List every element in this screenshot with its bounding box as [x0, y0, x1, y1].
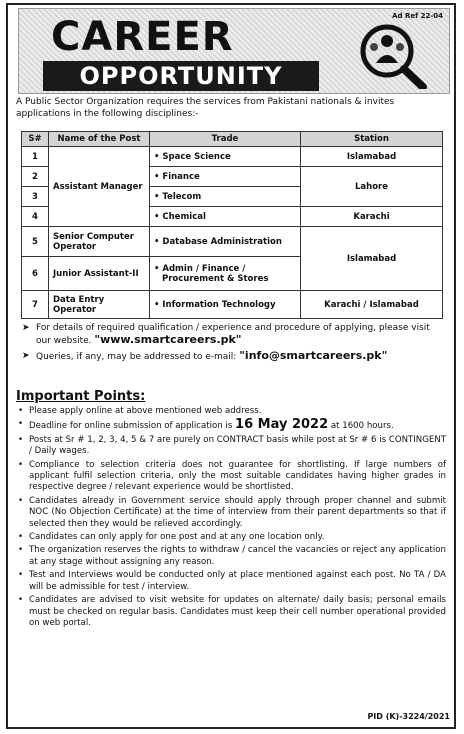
point-text: Candidates already in Government service should apply through proper channel and submit NOC (No Objection Certificate) at the time of interview from their parent departments so that if selected then they would be relieved accordingly. — [29, 495, 446, 529]
header-sno: S# — [22, 132, 49, 147]
bullet-icon: ➤ — [22, 323, 30, 333]
point-text: Candidates are advised to visit website for updates on alternate/ daily basis; personal emails must be checked on regular basis. Candidates must keep their cell number operational provided on web portal. — [29, 595, 446, 628]
row-sno: 3 — [22, 187, 49, 207]
post-data-entry-operator — [49, 291, 150, 319]
post-name-line: Data Entry — [53, 294, 105, 305]
bullet-icon: • — [18, 545, 24, 556]
row-trade: • Telecom — [150, 187, 301, 207]
queries-text: Queries, if any, may be addressed to e-mail: — [36, 352, 237, 362]
point-text: Test and Interviews would be conducted only at place mentioned against each post. No TA / DA will be admissible for test / interview. — [29, 570, 446, 592]
bullet-icon: ➤ — [22, 351, 30, 361]
point-text: at 1600 hours. — [330, 421, 394, 432]
table-row — [22, 291, 443, 319]
deadline-date: 16 May 2022 — [235, 417, 329, 433]
title-career: CAREER — [51, 14, 234, 60]
row-sno: 7 — [22, 291, 49, 319]
row-sno: 6 — [22, 257, 49, 291]
bullet-icon: • — [18, 532, 24, 543]
point-text: Posts at Sr # 1, 2, 3, 4, 5 & 7 are purely on CONTRACT basis while post at Sr # 6 is CONTINGENT / Daily wages. — [29, 434, 446, 457]
post-name-line: Senior Computer — [53, 231, 134, 242]
list-item — [16, 595, 446, 629]
row-sno: 4 — [22, 207, 49, 227]
trade-line: Procurement & Stores — [162, 273, 269, 284]
station-karachi: Karachi — [301, 207, 443, 227]
table-header-row — [22, 132, 443, 147]
vacancies-table — [21, 131, 443, 319]
row-sno: 5 — [22, 227, 49, 257]
station-islamabad: Islamabad — [301, 227, 443, 291]
row-trade: • Space Science — [150, 147, 301, 167]
trade-line: • Admin / Finance / — [154, 263, 246, 274]
header-trade: Trade — [150, 132, 301, 147]
post-junior-assistant: Junior Assistant-II — [49, 257, 150, 291]
intro-text: A Public Sector Organization requires the services from Pakistani nationals & invites applications in the following disciplines:- — [16, 97, 395, 119]
website-link[interactable]: "www.smartcareers.pk" — [94, 333, 242, 346]
email-link[interactable]: "info@smartcareers.pk" — [239, 349, 388, 362]
bullet-icon: • — [18, 595, 24, 606]
row-sno: 2 — [22, 167, 49, 187]
magnifier-people-icon — [357, 21, 427, 89]
queries-note — [20, 350, 446, 363]
post-name-line: Operator — [53, 304, 97, 315]
table-row — [22, 227, 443, 257]
title-opportunity: OPPORTUNITY — [43, 61, 319, 91]
important-points-list — [16, 406, 446, 631]
list-item — [16, 435, 446, 458]
post-senior-computer-operator — [49, 227, 150, 257]
row-sno: 1 — [22, 147, 49, 167]
row-trade: • Database Administration — [150, 227, 301, 257]
important-points-title: Important Points: — [16, 389, 146, 404]
details-note — [20, 322, 446, 347]
list-item — [16, 532, 446, 543]
list-item — [16, 496, 446, 530]
list-item — [16, 570, 446, 593]
station-karachi-islamabad: Karachi / Islamabad — [301, 291, 443, 319]
header-post: Name of the Post — [49, 132, 150, 147]
bullet-icon: • — [18, 406, 24, 416]
station-islamabad: Islamabad — [301, 147, 443, 167]
bullet-icon: • — [18, 495, 24, 506]
list-item — [16, 419, 446, 432]
point-text: Candidates can only apply for one post and at any one location only. — [29, 532, 325, 543]
bullet-icon: • — [18, 459, 24, 470]
bullet-icon: • — [18, 570, 24, 581]
station-lahore: Lahore — [301, 167, 443, 207]
header-station: Station — [301, 132, 443, 147]
bullet-icon: • — [18, 419, 24, 430]
point-text: Compliance to selection criteria does not guarantee for shortlisting. If large numbers of applicant fulfil selection criteria, only the most suitable candidates having higher grades in respective degree / relevant experience would be shortlisted. — [29, 459, 446, 493]
list-item — [16, 545, 446, 568]
post-assistant-manager: Assistant Manager — [49, 147, 150, 227]
header-banner — [18, 8, 450, 94]
row-trade — [150, 257, 301, 291]
list-item — [16, 406, 446, 417]
table-row — [22, 147, 443, 167]
row-trade: • Finance — [150, 167, 301, 187]
details-text: For details of required qualification / experience and procedure of applying, please visit our website. — [36, 323, 430, 346]
publication-id: PID (K)-3224/2021 — [367, 712, 450, 721]
row-trade: • Information Technology — [150, 291, 301, 319]
ad-reference: Ad Ref 22-04 — [392, 12, 443, 20]
bullet-icon: • — [18, 434, 24, 445]
post-name-line: Operator — [53, 241, 97, 252]
list-item — [16, 460, 446, 494]
point-text: Deadline for online submission of application is — [29, 421, 233, 432]
row-trade: • Chemical — [150, 207, 301, 227]
contact-notes — [20, 322, 446, 366]
point-text: Please apply online at above mentioned web address. — [29, 406, 262, 416]
point-text: The organization reserves the rights to withdraw / cancel the vacancies or reject any application at any stage without assigning any reason. — [29, 545, 446, 567]
